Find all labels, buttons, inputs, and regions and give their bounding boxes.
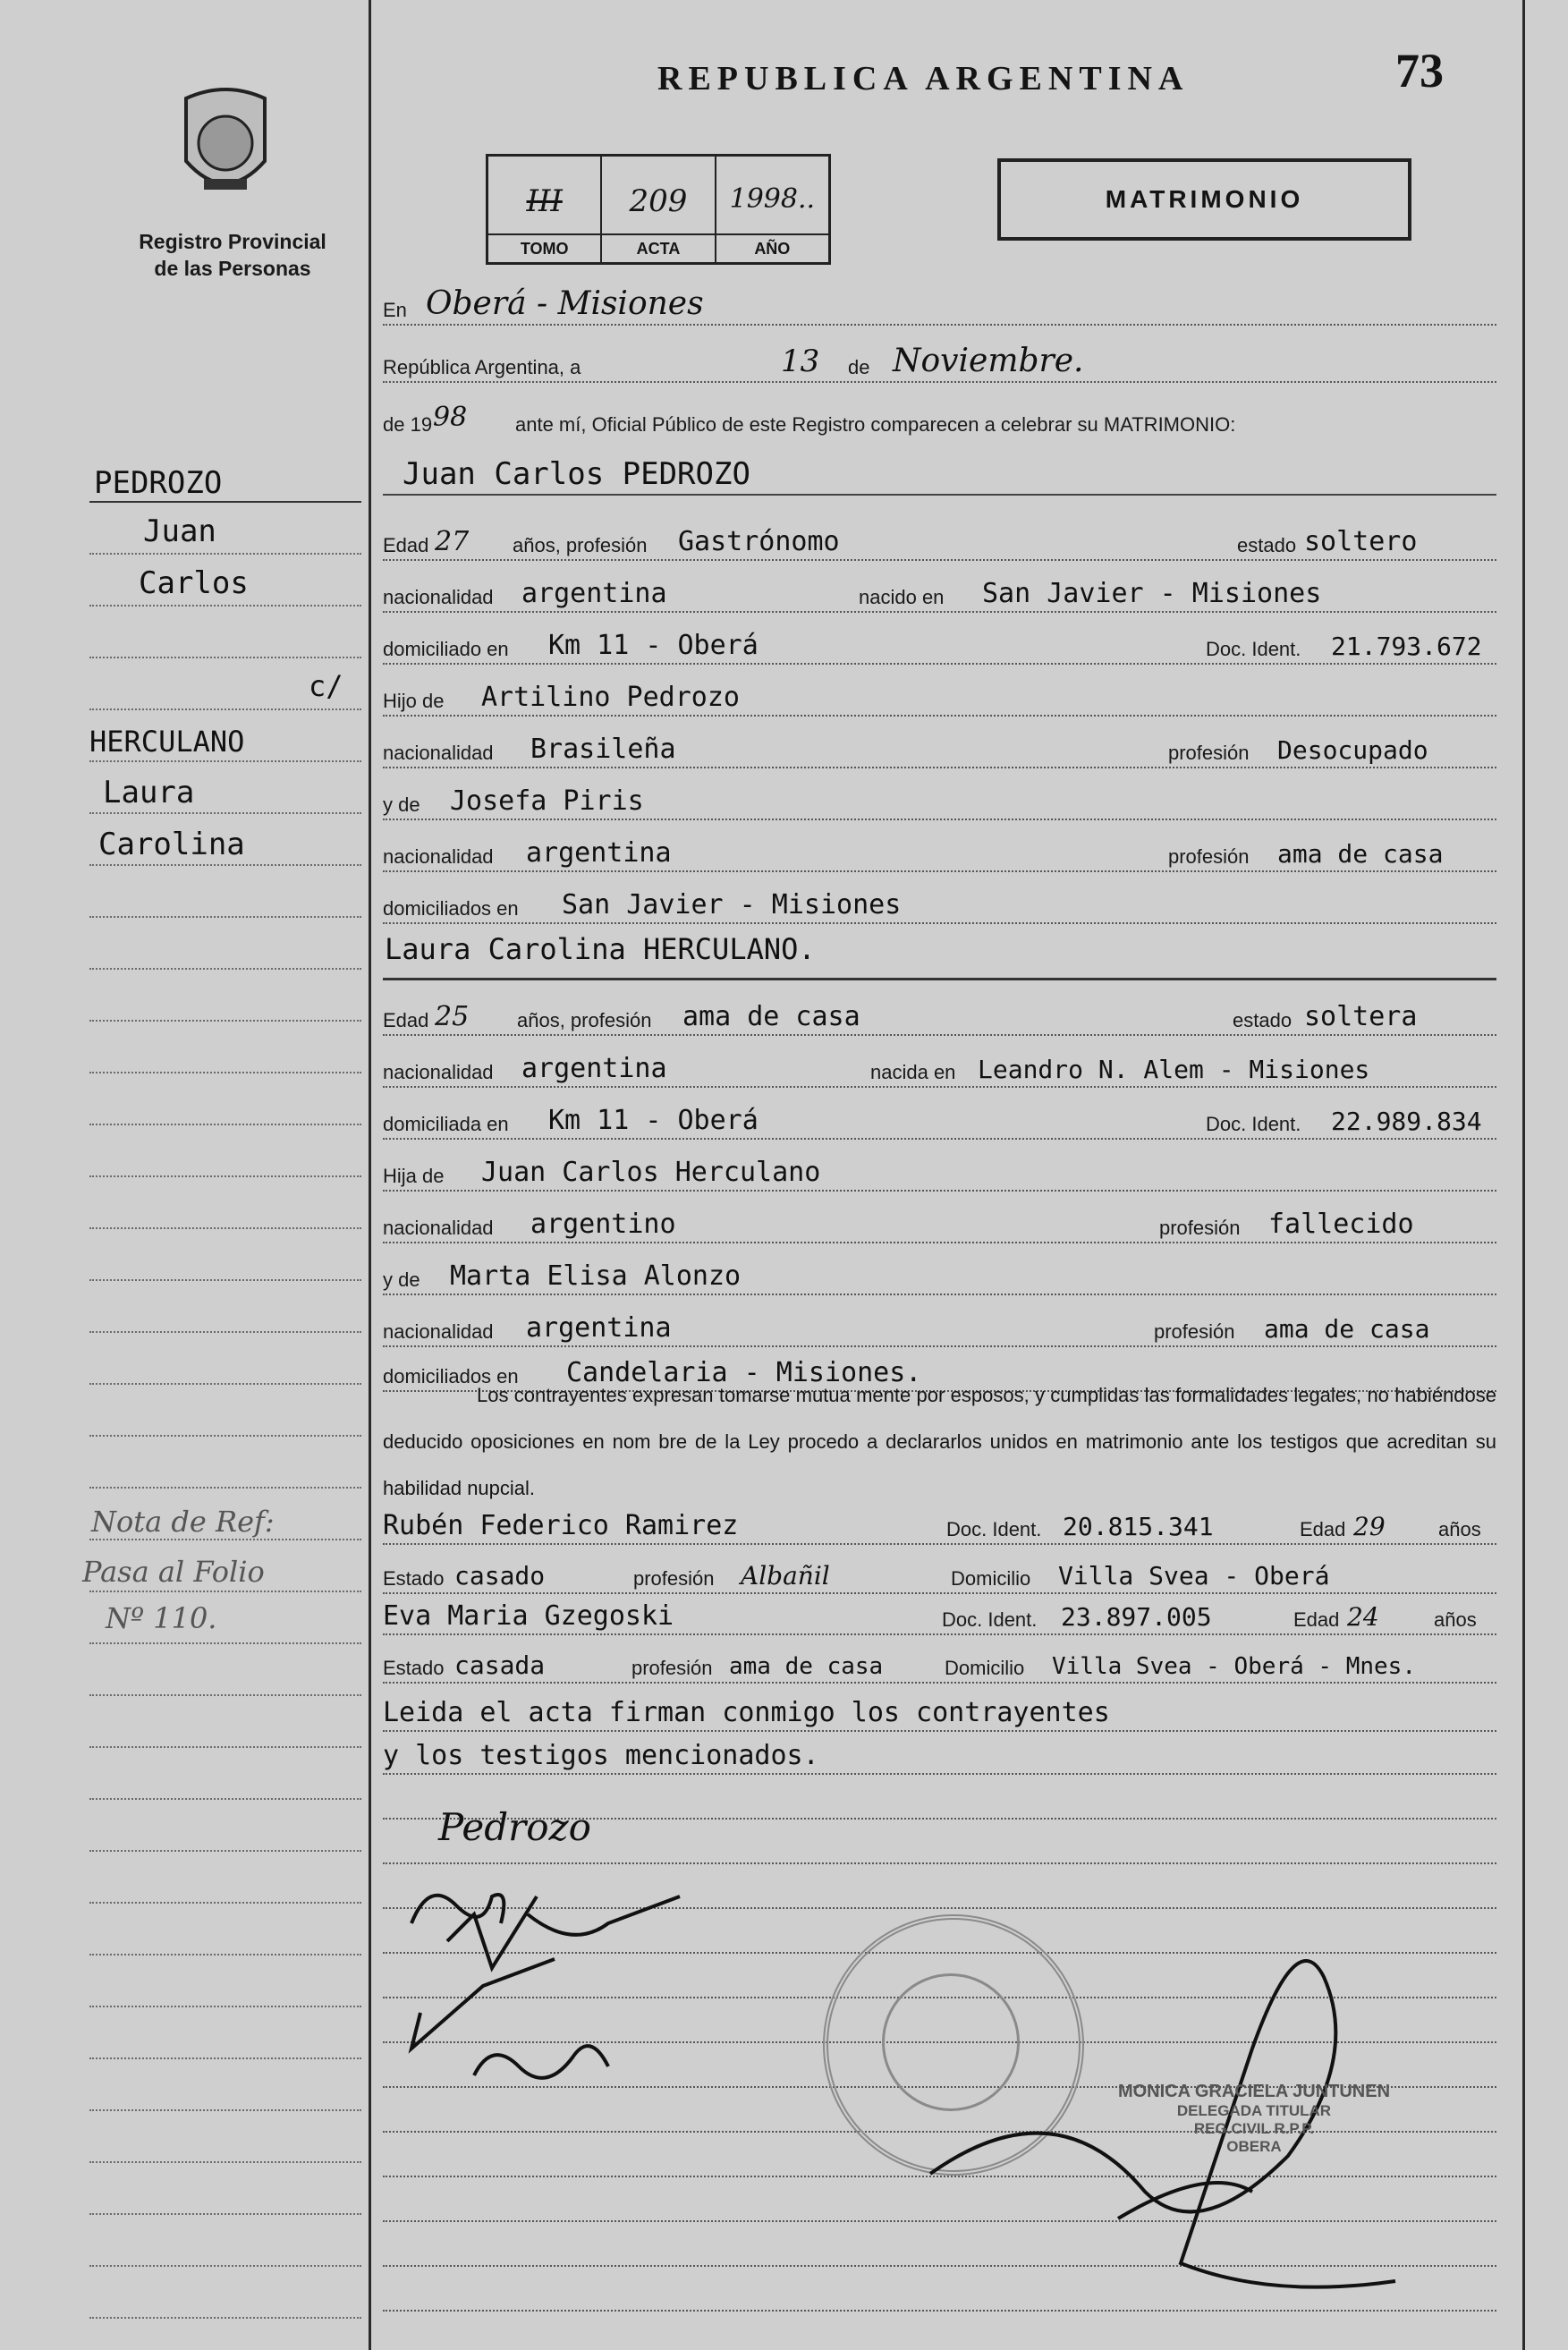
day-value: 13	[781, 344, 820, 379]
country-heading: REPUBLICA ARGENTINA	[657, 60, 1190, 98]
bride-yde-label: y de	[383, 1268, 420, 1291]
margin-line	[89, 1435, 361, 1437]
bride-domicilio: Km 11 - Oberá	[548, 1105, 759, 1136]
groom-nacido: San Javier - Misiones	[982, 578, 1322, 609]
page-number: 73	[1395, 44, 1444, 98]
witness2-prof: ama de casa	[729, 1653, 884, 1680]
margin-note-1: Nota de Ref:	[91, 1505, 275, 1539]
bride-dom-row	[383, 1100, 1496, 1145]
witness1-name-row	[383, 1506, 1496, 1550]
witness2-estado-row	[383, 1644, 1496, 1689]
year-prefix: de 19	[383, 413, 433, 436]
margin-line	[89, 2213, 361, 2215]
witness2-anos-label: años	[1434, 1608, 1477, 1631]
date-de-label: de	[848, 356, 870, 378]
margin-line	[89, 1746, 361, 1748]
margin-line	[89, 1539, 361, 1540]
official-title: DELEGADA TITULAR	[1176, 2102, 1332, 2119]
legal-text: Los contrayentes expresan tomarse mutua mente por esposos, y cumplidas las formalidades legales, no habiéndose deducido oposiciones en nom bre de la Ley procedo a declararlos unidos en matrimonio ante los testigos que acreditan su habilidad nupcial.	[383, 1384, 1496, 1499]
margin-line	[89, 1331, 361, 1333]
closing-line-2: y los testigos mencionados.	[383, 1740, 819, 1771]
bride-name-row	[383, 930, 1496, 975]
bride-edad-row	[383, 997, 1496, 1041]
groom-mother: Josefa Piris	[450, 785, 644, 817]
witness1-estado-row	[383, 1555, 1496, 1599]
groom-nacionalidad: argentina	[521, 578, 667, 609]
bride-father-nac-row	[383, 1204, 1496, 1249]
groom-father: Artilino Pedrozo	[481, 682, 740, 713]
groom-yde-label: y de	[383, 793, 420, 816]
bride-hija-label: Hija de	[383, 1165, 445, 1187]
bride-profesion: ama de casa	[682, 1001, 860, 1032]
margin-line	[89, 657, 361, 658]
registry-name: Registro Provincial de las Personas	[139, 230, 326, 280]
groom-father-nac-row	[383, 729, 1496, 774]
witness2-doc: 23.897.005	[1061, 1602, 1212, 1632]
witness1-dom-label: Domicilio	[951, 1567, 1031, 1590]
groom-father-row	[383, 677, 1496, 722]
witness1-estado-label: Estado	[383, 1567, 445, 1590]
witness1-dom: Villa Svea - Oberá	[1058, 1561, 1330, 1591]
tomo-value: III	[526, 183, 563, 219]
bride-mother-prof: ama de casa	[1264, 1314, 1430, 1344]
margin-line	[89, 2265, 361, 2267]
bride-father: Juan Carlos Herculano	[481, 1157, 821, 1188]
closing-line-1: Leida el acta firman conmigo los contrayentes	[383, 1697, 1110, 1728]
groom-dom-label: domiciliado en	[383, 638, 509, 660]
margin-line	[89, 1487, 361, 1489]
groom-mother-nac-label: nacionalidad	[383, 845, 494, 868]
margin-line	[89, 2057, 361, 2059]
groom-father-nac: Brasileña	[530, 734, 676, 765]
groom-parents-dom: San Javier - Misiones	[562, 889, 902, 920]
closing-row-2	[383, 1735, 1496, 1780]
margin-line	[89, 2161, 361, 2163]
margin-line	[89, 1227, 361, 1229]
official-city: OBERA	[1226, 2138, 1282, 2155]
bride-father-row	[383, 1152, 1496, 1197]
witness2-name: Eva Maria Gzegoski	[383, 1600, 674, 1632]
bride-estado-label: estado	[1233, 1009, 1293, 1031]
ano-value: 1998..	[729, 183, 816, 215]
groom-edad-row	[383, 522, 1496, 566]
tomo-cell	[488, 157, 602, 262]
en-label: En	[383, 299, 407, 321]
month-value: Noviembre.	[893, 343, 1084, 379]
groom-father-prof: Desocupado	[1277, 735, 1428, 765]
bride-mother-row	[383, 1256, 1496, 1301]
witness2-name-row	[383, 1596, 1496, 1641]
witness1-edad-label: Edad	[1300, 1518, 1346, 1540]
groom-doc: 21.793.672	[1331, 632, 1482, 661]
bride-doc: 22.989.834	[1331, 1107, 1482, 1136]
witness1-prof-label: profesión	[633, 1567, 715, 1590]
witness2-doc-label: Doc. Ident.	[942, 1608, 1038, 1631]
bride-father-nac-label: nacionalidad	[383, 1217, 494, 1239]
margin-line	[89, 2109, 361, 2111]
margin-line	[89, 1383, 361, 1385]
margin-line	[89, 605, 361, 607]
margin-given-2: Carlos	[139, 565, 249, 601]
margin-line	[89, 1124, 361, 1125]
acta-label: ACTA	[602, 233, 714, 262]
margin-line	[89, 1642, 361, 1644]
witness2-edad-label: Edad	[1293, 1608, 1340, 1631]
witness1-prof: Albañil	[741, 1561, 830, 1591]
acta-cell	[602, 157, 716, 262]
bride-nac-label: nacionalidad	[383, 1061, 494, 1083]
ano-label: AÑO	[716, 233, 828, 262]
margin-line	[89, 1072, 361, 1073]
bride-nacionalidad: argentina	[521, 1053, 667, 1084]
witness1-estado: casado	[454, 1561, 546, 1591]
witness2-estado-label: Estado	[383, 1657, 445, 1679]
margin-line	[89, 2006, 361, 2007]
witness2-edad: 24	[1347, 1602, 1379, 1632]
republica-label: República Argentina, a	[383, 356, 581, 378]
year-suffix: 98	[433, 402, 468, 433]
bride-father-nac: argentino	[530, 1209, 676, 1240]
place-value: Oberá - Misiones	[426, 285, 704, 322]
groom-estado-label: estado	[1237, 534, 1297, 556]
bride-father-prof-label: profesión	[1159, 1217, 1241, 1239]
margin-line	[89, 1020, 361, 1022]
margin-line	[89, 1694, 361, 1696]
bride-nacida: Leandro N. Alem - Misiones	[978, 1055, 1370, 1084]
place-row	[383, 286, 1496, 331]
groom-hijo-label: Hijo de	[383, 690, 445, 712]
bride-dom-label: domiciliada en	[383, 1113, 509, 1135]
acta-value: 209	[629, 183, 688, 219]
margin-given-3: Laura	[103, 775, 195, 810]
bride-profesion-label: años, profesión	[517, 1009, 652, 1031]
margin-surname: PEDROZO	[94, 465, 223, 501]
groom-name-row	[383, 456, 1496, 501]
margin-line	[89, 708, 361, 710]
margin-line	[89, 916, 361, 918]
margin-line	[89, 1798, 361, 1800]
official-stamp	[1084, 2082, 1424, 2156]
witness1-name: Rubén Federico Ramirez	[383, 1510, 739, 1541]
bride-father-prof: fallecido	[1268, 1209, 1414, 1240]
witness2-estado: casada	[454, 1650, 546, 1680]
groom-doc-label: Doc. Ident.	[1206, 638, 1301, 660]
margin-conj: c/	[309, 669, 343, 703]
margin-line	[89, 2317, 361, 2319]
margin-note-3: Nº 110.	[106, 1601, 217, 1635]
bride-doc-label: Doc. Ident.	[1206, 1113, 1301, 1135]
groom-edad-label: Edad	[383, 534, 429, 556]
groom-parents-dom-row	[383, 885, 1496, 929]
witness1-edad: 29	[1353, 1512, 1386, 1541]
margin-line	[89, 1591, 361, 1592]
margin-divider-line	[369, 0, 371, 2350]
official-office: REG.CIVIL R.P.P.	[1193, 2120, 1315, 2137]
coat-of-arms-logo	[168, 81, 283, 210]
right-border-line	[1522, 0, 1525, 2350]
groom-nac-row	[383, 573, 1496, 618]
bride-parents-dom: Candelaria - Misiones.	[566, 1357, 922, 1388]
bride-nac-row	[383, 1048, 1496, 1093]
groom-signature: Pedrozo	[438, 1805, 591, 1849]
groom-profesion: Gastrónomo	[678, 526, 840, 557]
witness1-anos-label: años	[1438, 1518, 1481, 1540]
groom-edad: 27	[435, 526, 470, 557]
bride-edad-label: Edad	[383, 1009, 429, 1031]
witness1-doc: 20.815.341	[1063, 1512, 1214, 1541]
groom-nac-label: nacionalidad	[383, 586, 494, 608]
margin-line	[89, 812, 361, 814]
witness2-dom-label: Domicilio	[945, 1657, 1025, 1679]
bride-estado: soltera	[1304, 1001, 1418, 1032]
groom-full-name: Juan Carlos PEDROZO	[403, 456, 750, 492]
bride-full-name: Laura Carolina HERCULANO.	[385, 932, 816, 966]
bride-mother-nac-row	[383, 1308, 1496, 1353]
bride-mother-prof-label: profesión	[1154, 1320, 1235, 1343]
margin-line	[89, 1279, 361, 1281]
margin-given-1: Juan	[143, 513, 216, 549]
witness2-dom: Villa Svea - Oberá - Mnes.	[1052, 1653, 1416, 1680]
closing-row-1	[383, 1693, 1496, 1737]
groom-mother-row	[383, 781, 1496, 826]
margin-line	[89, 553, 361, 555]
groom-dom-row	[383, 625, 1496, 670]
bride-mother-nac-label: nacionalidad	[383, 1320, 494, 1343]
groom-father-prof-label: profesión	[1168, 742, 1250, 764]
margin-line	[89, 968, 361, 970]
bride-nacida-label: nacida en	[870, 1061, 956, 1083]
act-number-table	[486, 154, 831, 265]
margin-given-4: Carolina	[98, 827, 245, 862]
margin-line	[89, 760, 361, 762]
act-type-box: MATRIMONIO	[997, 158, 1411, 241]
margin-line	[89, 864, 361, 866]
groom-parents-dom-label: domiciliados en	[383, 897, 519, 920]
groom-father-nac-label: nacionalidad	[383, 742, 494, 764]
margin-surname-2: HERCULANO	[89, 725, 245, 759]
margin-line	[89, 501, 361, 503]
groom-estado: soltero	[1304, 526, 1418, 557]
bride-mother: Marta Elisa Alonzo	[450, 1260, 742, 1292]
margin-line	[89, 1175, 361, 1177]
margin-line	[89, 1902, 361, 1904]
bride-mother-nac: argentina	[526, 1312, 672, 1344]
groom-nacido-label: nacido en	[859, 586, 945, 608]
section-separator	[383, 978, 1496, 980]
intro-text: ante mí, Oficial Público de este Registro comparecen a celebrar su MATRIMONIO:	[515, 413, 1236, 436]
witness1-doc-label: Doc. Ident.	[946, 1518, 1042, 1540]
bride-parents-dom-label: domiciliados en	[383, 1365, 519, 1387]
official-name: MONICA GRACIELA JUNTUNEN	[1117, 2082, 1391, 2101]
groom-mother-nac: argentina	[526, 837, 672, 869]
bride-edad: 25	[435, 1001, 470, 1032]
margin-note-2: Pasa al Folio	[82, 1555, 265, 1589]
date-row	[383, 344, 1496, 388]
margin-line	[89, 1850, 361, 1852]
witness2-prof-label: profesión	[631, 1657, 713, 1679]
tomo-label: TOMO	[488, 233, 600, 262]
margin-line	[89, 1954, 361, 1956]
ano-cell	[716, 157, 828, 262]
groom-mother-prof: ama de casa	[1277, 839, 1444, 869]
groom-profesion-label: años, profesión	[513, 534, 648, 556]
groom-mother-nac-row	[383, 833, 1496, 878]
year-row	[383, 401, 1496, 445]
groom-domicilio: Km 11 - Oberá	[548, 630, 759, 661]
signature-scribbles	[394, 1861, 716, 2147]
groom-mother-prof-label: profesión	[1168, 845, 1250, 868]
